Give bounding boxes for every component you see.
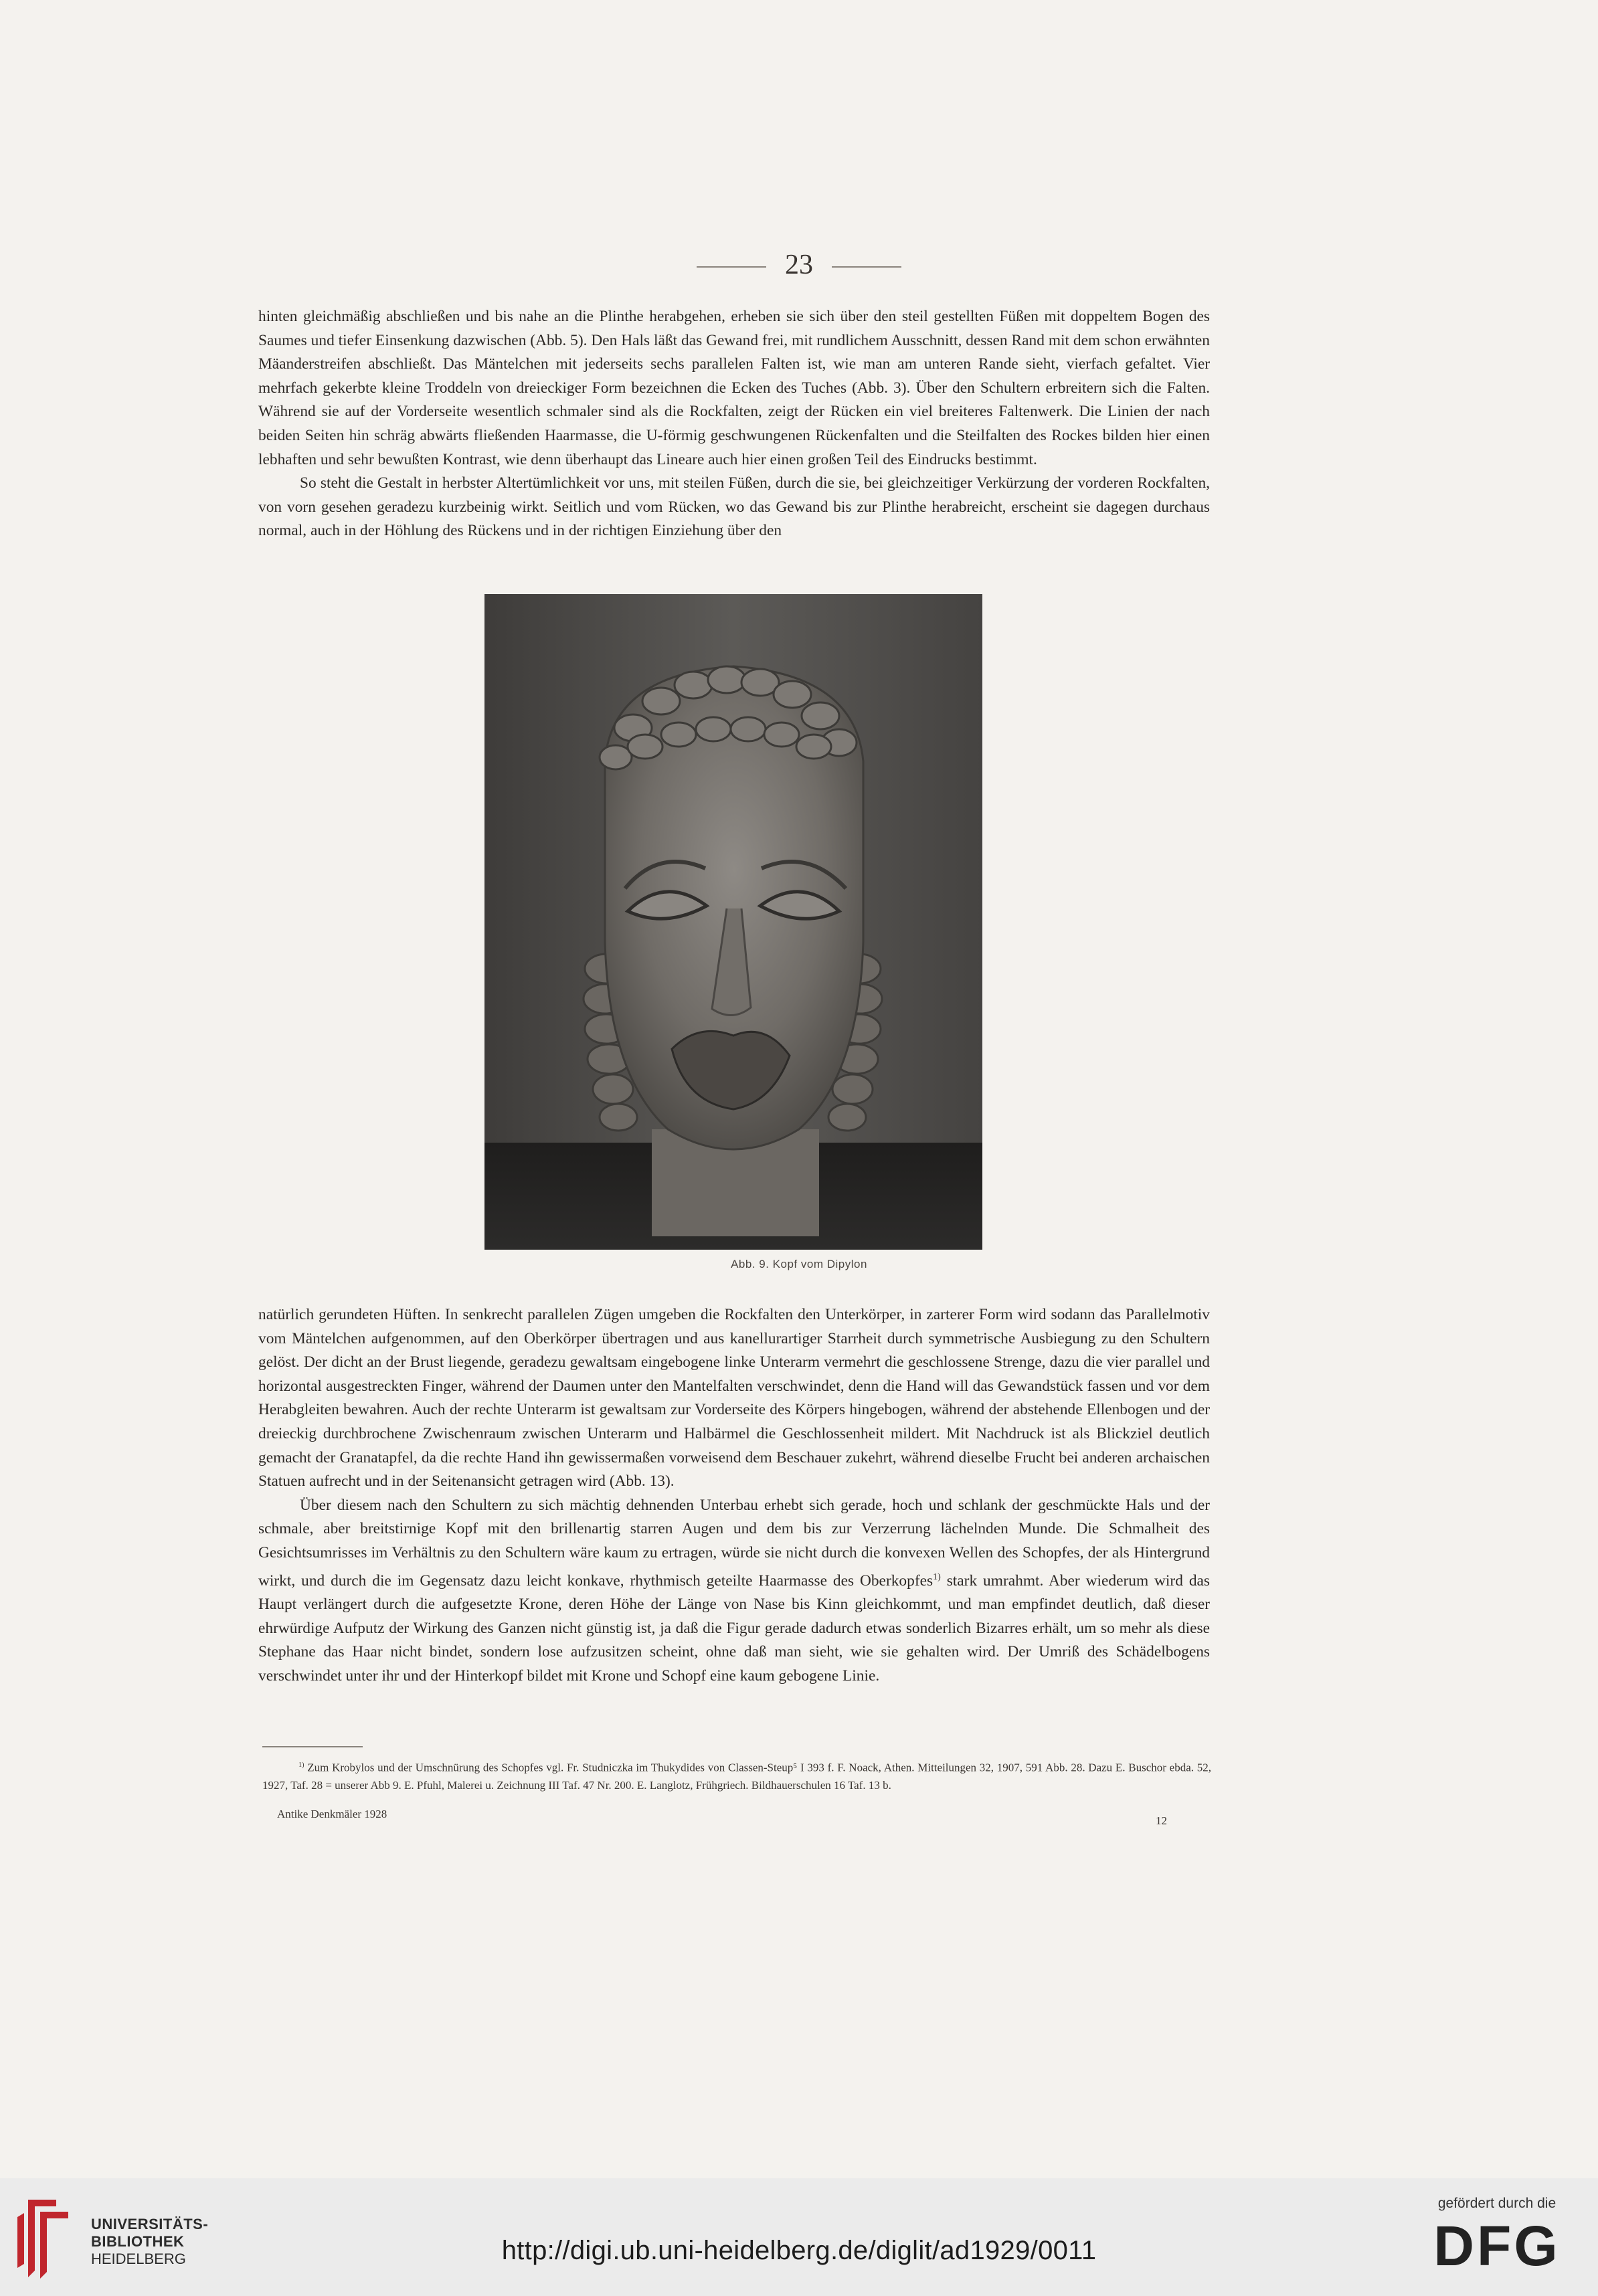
paragraph-part: stark umrahmt. Aber wiederum wird das Haupt verlängert durch die aufgesetzte Krone, deren Höhe der Länge von Nase bis Kinn gleichkommt, und man empfindet deutlich, daß dieser ehrwürdige Aufputz der Wirkung des Ganzen nicht günstig ist, ja daß die Figur gerade dadurch etwas sonderlich Bizarres erhält, um so mehr als diese Stephane das Haar nicht bindet, sondern lose aufzusitzen scheint, ohne daß man sieht, wie sie gehalten wird. Der Umriß des Schädelbogens verschwindet unter ihr und der Hinterkopf bildet mit Krone und Schopf eine kaum gebogene Linie. [258, 1571, 1210, 1685]
page-number-rule-right [832, 266, 901, 268]
paragraph: natürlich gerundeten Hüften. In senkrecht parallelen Zügen umgeben die Rockfalten den Unterkörper, in zarterer Form wird sodann das Parallelmotiv vom Mäntelchen aufgenommen, auf den Oberkörper übertragen und aus kanellurartiger Starrheit durch symmetrische Ausbiegung zu den Schultern gelöst. Der dicht an der Brust liegende, geradezu gewaltsam eingebogene linke Unterarm vermehrt die geschlossene Strenge, dazu die vier parallel und horizontal ausgestreckten Finger, während der Daumen unter den Mantelfalten verschwindet, denn die Hand will das Gewandstück fassen und vor dem Herabgleiten bewahren. Auch der rechte Unterarm ist gewaltsam zur Vorderseite des Körpers hingebogen, während der abstehende Ellenbogen und der dreieckig durchbrochene Zwischenraum zwischen Unterarm und Halbärmel die Geschlossenheit mildert. Mit Nachdruck ist als Blickziel deutlich gemacht der Granatapfel, da die rechte Hand ihn gewissermaßen vorweisend dem Beschauer zukehrt, während dieselbe Frucht bei anderen archaischen Statuen aufrecht und in der Seitenansicht getragen wird (Abb. 13). [258, 1306, 1210, 1491]
library-line-1: UNIVERSITÄTS- [91, 2216, 209, 2232]
dfg-wordmark-text: DFG [1433, 2218, 1561, 2272]
digitization-footer [0, 2178, 1598, 2296]
head-photo-icon [484, 594, 982, 1250]
permalink-url[interactable]: http://digi.ub.uni-heidelberg.de/diglit/ad1929/0011 [501, 2236, 1097, 2265]
page-number-line [0, 249, 1598, 281]
funder-block[interactable] [1420, 2196, 1574, 2275]
page-number: 23 [785, 250, 813, 280]
body-text-bottom [258, 1303, 1210, 1688]
dfg-logo-icon [1420, 2218, 1574, 2275]
footnote [262, 1757, 1211, 1794]
signature-left: Antike Denkmäler 1928 [277, 1808, 387, 1820]
paragraph: So steht die Gestalt in herbster Altertümlichkeit vor uns, mit steilen Füßen, durch die sie, bei gleichzeitiger Verkürzung der vorderen Rockfalten, von vorn gesehen geradezu kurzbeinig wirkt. Seitlich und vom Rücken, wo das Gewand bis zur Plinthe herabreicht, erscheint sie dagegen durchaus normal, auch in der Höhlung des Rückens und in der richtigen Einziehung über den [258, 474, 1210, 540]
footnote-marker: 1) [298, 1761, 304, 1769]
signature-right: 12 [1156, 1814, 1167, 1827]
dfg-wordmark [1430, 2218, 1564, 2272]
figure-kopf-vom-dipylon [484, 594, 982, 1250]
footnote-rule [262, 1746, 363, 1747]
figure-caption: Abb. 9. Kopf vom Dipylon [731, 1258, 867, 1270]
body-text-top [258, 305, 1210, 543]
signature-line [277, 1808, 1167, 1827]
paragraph [258, 1494, 1210, 1689]
paragraph: hinten gleichmäßig abschließen und bis nahe an die Plinthe herabgehen, erheben sie sich über den steil gestellten Füßen mit doppeltem Bogen des Saumes und tiefer Einsenkung dazwischen (Abb. 5). Den Hals läßt das Gewand frei, mit rundlichem Ausschnitt, dessen Rand mit dem schon erwähnten Mäanderstreifen abschließt. Das Mäntelchen mit jederseits sechs parallelen Falten ist, wie man am unteren Rande sieht, vierfach gefaltet. Vier mehrfach gekerbte kleine Troddeln von dreieckiger Form bezeichnen die Ecken des Tuches (Abb. 3). Über den Schultern erbreitern sich die Falten. Während sie auf der Vorderseite wesentlich schmaler sind als die Rockfalten, zeigt der Rücken ein viel breiteres Faltenwerk. Die Linien der nach beiden Seiten hin schräg abwärts fließenden Haarmasse, die U-förmig geschwungenen Rückenfalten und die Steilfalten des Rockes bilden hier einen lebhaften und sehr bewußten Kontrast, wie denn überhaupt das Lineare auch hier einen großen Teil des Eindrucks bestimmt. [258, 308, 1210, 468]
funding-label: gefördert durch die [1437, 2196, 1557, 2211]
paragraph-part: Über diesem nach den Schultern zu sich mächtig dehnenden Unterbau erhebt sich gerade, hoch und schlank der geschmückte Hals und der schmale, aber breitstirnige Kopf mit den brillenartig starren Augen und dem bis zur Verzerrung lächelnden Munde. Die Schmalheit des Gesichtsumrisses im Verhältnis zu den Schultern wäre kaum zu ertragen, würde sie nicht durch die konvexen Wellen des Schopfes, der als Hintergrund wirkt, und durch die im Gegensatz dazu leicht konkave, rhythmisch geteilte Haarmasse des Oberkopfes [258, 1496, 1210, 1590]
page-number-rule-left [697, 266, 766, 268]
library-line-3: HEIDELBERG [91, 2251, 186, 2267]
footnote-text: Zum Krobylos und der Umschnürung des Schopfes vgl. Fr. Studniczka im Thukydides von Classen-Steup⁵ I 393 f. F. Noack, Athen. Mitteilungen 32, 1907, 591 Abb. 28. Dazu E. Buschor ebda. 52, 1927, Taf. 28 = unserer Abb 9. E. Pfuhl, Malerei u. Zeichnung III Taf. 47 Nr. 200. E. Langlotz, Frühgriech. Bildhauerschulen 16 Taf. 13 b. [262, 1761, 1211, 1792]
library-line-2: BIBLIOTHEK [91, 2233, 185, 2250]
footnote-ref: 1) [933, 1571, 941, 1582]
